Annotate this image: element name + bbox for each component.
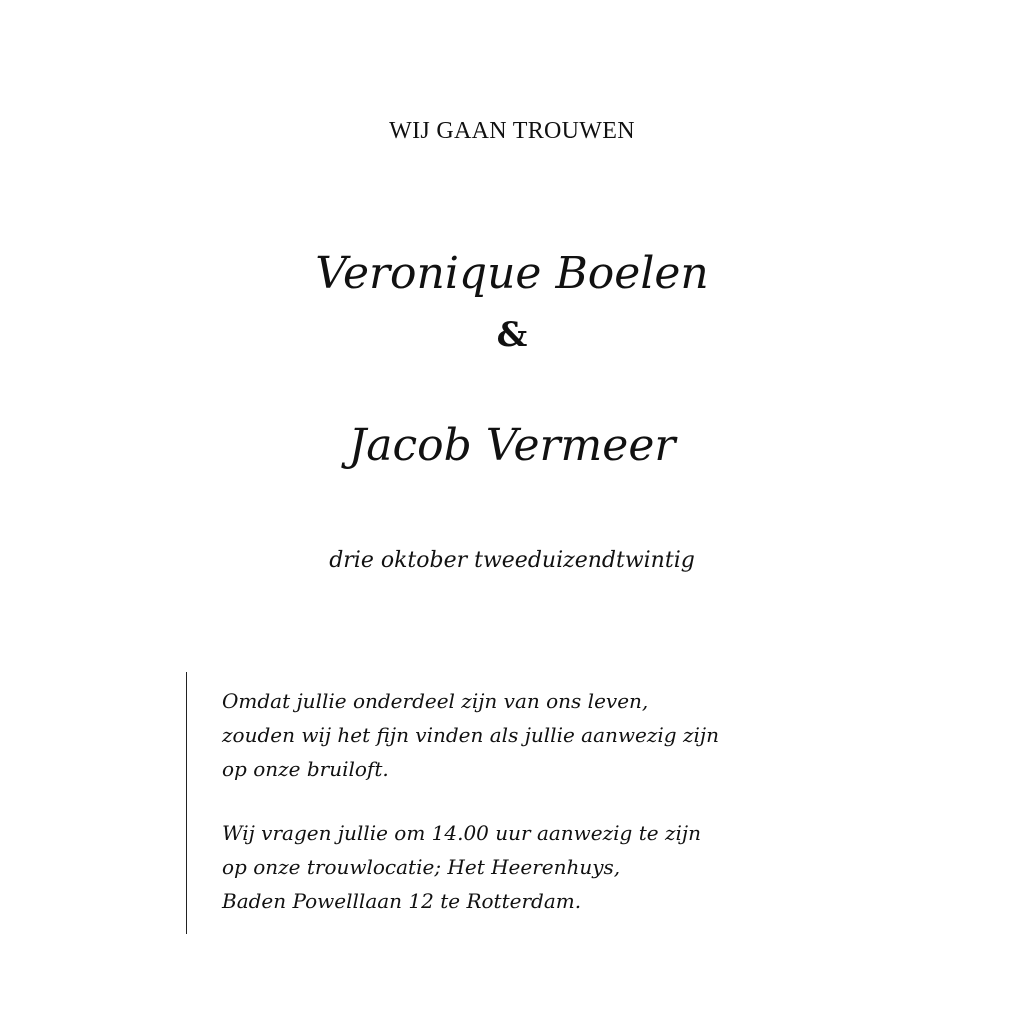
- text-line: op onze bruiloft.: [222, 757, 389, 781]
- text-line: zouden wij het fijn vinden als jullie aanwezig zijn: [222, 723, 719, 747]
- text-line: Omdat jullie onderdeel zijn van ons leven,: [222, 689, 649, 713]
- invitation-paragraph: [222, 684, 842, 786]
- invitation-paragraph: [222, 816, 842, 918]
- text-line: op onze trouwlocatie; Het Heerenhuys,: [222, 855, 621, 879]
- invitation-heading: WIJ GAAN TROUWEN: [389, 118, 635, 144]
- wedding-date: drie oktober tweeduizendtwintig: [329, 548, 695, 573]
- ampersand: &: [496, 315, 528, 355]
- text-line: Wij vragen jullie om 14.00 uur aanwezig te zijn: [222, 821, 701, 845]
- text-line: Baden Powelllaan 12 te Rotterdam.: [222, 889, 582, 913]
- vertical-divider: [186, 672, 187, 934]
- partner-name-1: Veronique Boelen: [315, 248, 709, 299]
- partner-name-2: Jacob Vermeer: [348, 420, 676, 471]
- invitation-text: [222, 684, 842, 918]
